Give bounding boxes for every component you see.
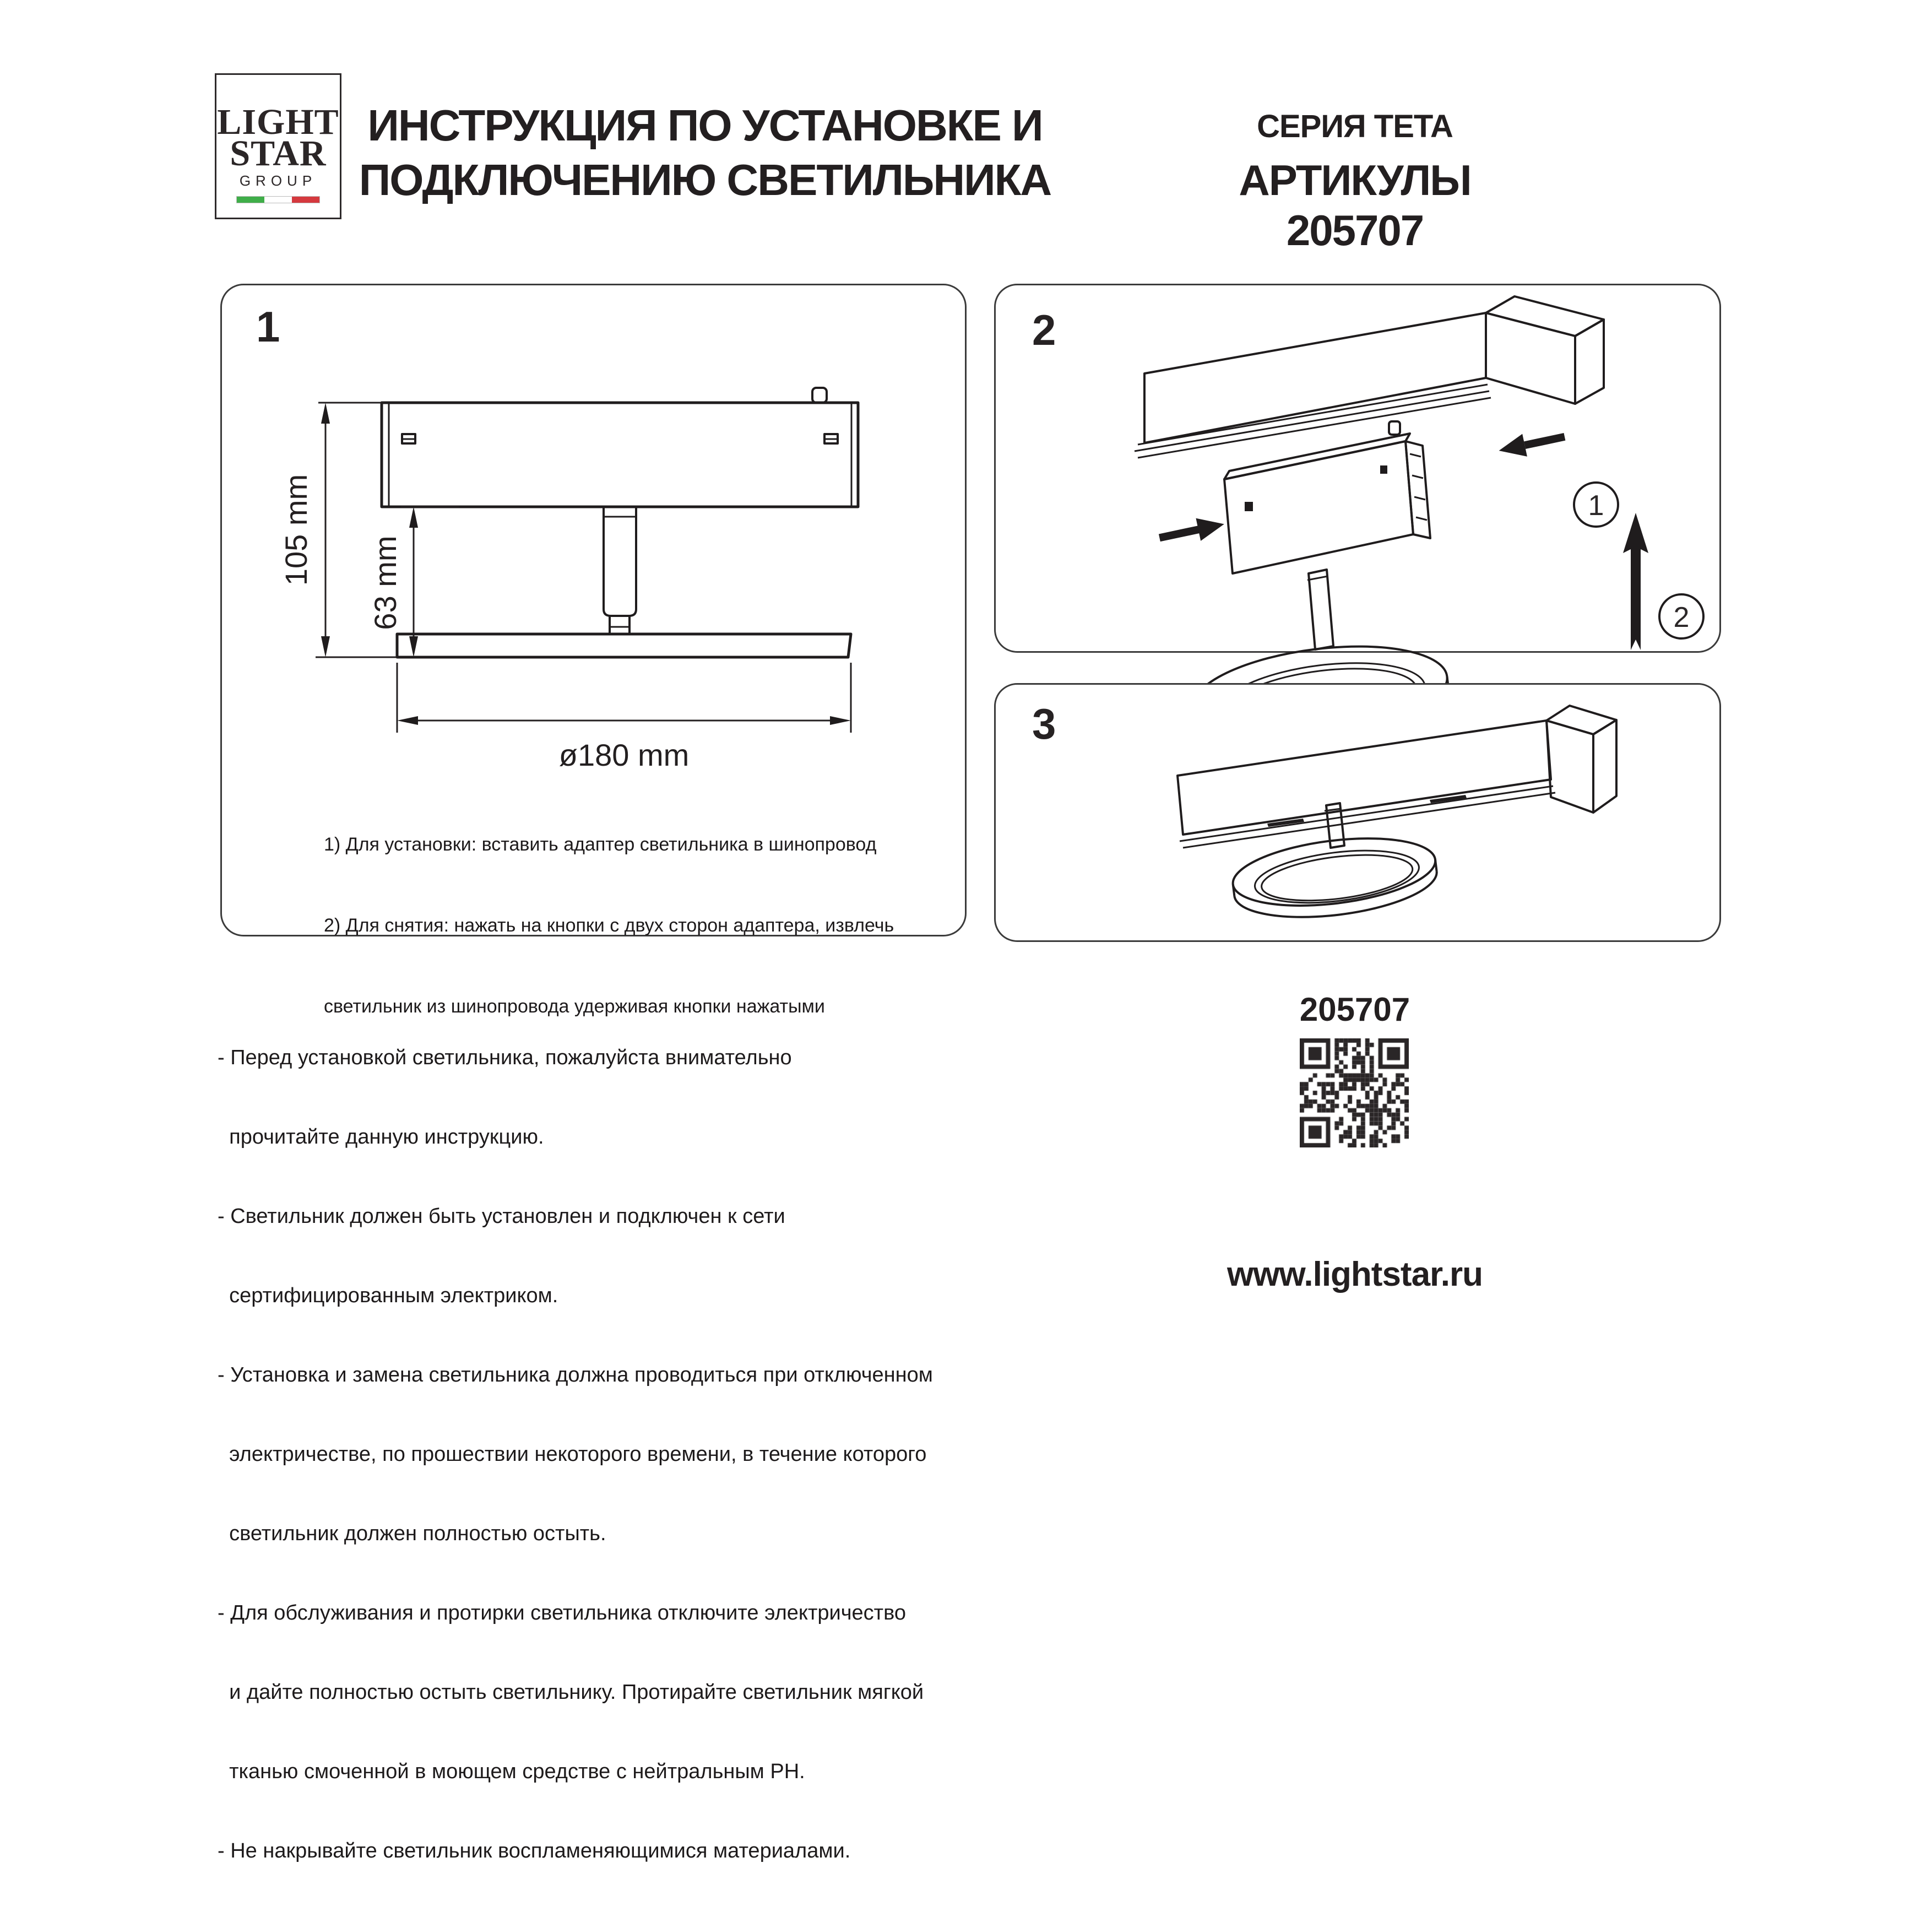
series-label: СЕРИЯ TETA — [1257, 109, 1453, 144]
step-1-badge — [1574, 483, 1618, 527]
installation-drawing — [996, 285, 1719, 651]
assembled-drawing — [996, 685, 1719, 940]
flag-green — [237, 197, 264, 203]
note-line: 2) Для снятия: нажать на кнопки с двух сторон адаптера, извлечь — [324, 915, 894, 936]
title-line-2: ПОДКЛЮЧЕНИЮ СВЕТИЛЬНИКА — [359, 155, 1051, 204]
lift-arrow-up-icon — [1623, 513, 1648, 650]
step-2-number: 2 — [1673, 602, 1690, 633]
right-clip-icon — [824, 434, 838, 443]
warning-line: тканью смоченной в моющем средстве с нейтральным PH. — [218, 1760, 805, 1783]
note-line: светильник из шинопровода удерживая кнопки нажатыми — [324, 996, 825, 1017]
website-url: www.lightstar.ru — [1227, 1255, 1483, 1293]
italian-flag-icon — [236, 196, 320, 203]
warning-line: прочитайте данную инструкцию. — [218, 1125, 544, 1149]
warning-line: электричестве, по прошествии некоторого времени, в течение которого — [218, 1443, 927, 1466]
article-number: 205707 — [1299, 991, 1410, 1028]
lamp-disc-side-view — [397, 634, 851, 657]
panel-3-assembled — [994, 683, 1721, 942]
panel-1-dimensions — [220, 284, 967, 1017]
warning-line: сертифицированным электриком. — [218, 1284, 558, 1307]
panel-3-number: 3 — [1032, 700, 1056, 748]
push-arrow-left-icon — [1157, 513, 1227, 549]
lamp-disc-isometric — [1229, 828, 1441, 927]
track-adapter-side-view — [382, 388, 858, 507]
panel-1-number: 1 — [256, 302, 280, 351]
step-1-number: 1 — [1588, 490, 1604, 522]
dimension-180mm — [397, 663, 851, 772]
flag-red — [292, 197, 319, 203]
note-line: 1) Для установки: вставить адаптер светильника в шинопровод — [324, 834, 877, 855]
dim-stem-label: 63 mm — [368, 535, 403, 630]
left-clip-icon — [402, 434, 415, 443]
side-clip-icon — [1245, 502, 1253, 511]
track-isometric — [1135, 296, 1604, 458]
logo-word-light: LIGHT — [217, 102, 339, 142]
push-arrow-right-icon — [1496, 425, 1567, 462]
dim-height-label: 105 mm — [279, 474, 313, 586]
release-button-icon — [812, 388, 827, 403]
lamp-isometric — [1229, 803, 1441, 927]
safety-warnings — [218, 992, 961, 1917]
side-clip-icon — [1380, 465, 1387, 474]
warning-line: - Не накрывайте светильник воспламеняющимися материалами. — [218, 1839, 851, 1862]
step-2-badge — [1659, 594, 1703, 638]
warning-line: - Светильник должен быть установлен и подключен к сети — [218, 1205, 785, 1228]
warning-line: светильник должен полностью остыть. — [218, 1522, 606, 1545]
qr-code — [1300, 1038, 1409, 1147]
panel-2-number: 2 — [1032, 306, 1056, 354]
warning-line: - Для обслуживания и протирки светильника отключите электричество — [218, 1601, 906, 1624]
logo-word-group: GROUP — [239, 172, 317, 189]
dim-diameter-label: ø180 mm — [558, 738, 690, 772]
warning-line: - Установка и замена светильника должна проводиться при отключенном — [218, 1363, 933, 1387]
articles-label: АРТИКУЛЫ 205707 — [1239, 156, 1471, 254]
title-line-1: ИНСТРУКЦИЯ ПО УСТАНОВКЕ И — [367, 101, 1043, 150]
logo-word-star: STAR — [230, 133, 327, 174]
warning-line: - Перед установкой светильника, пожалуйста внимательно — [218, 1046, 792, 1069]
panel-2-installation — [994, 284, 1721, 653]
flag-white — [264, 197, 292, 203]
warning-line: и дайте полностью остыть светильнику. Протирайте светильник мягкой — [218, 1681, 924, 1704]
lightstar-logo — [215, 73, 341, 219]
page-title — [341, 98, 1068, 207]
release-button-icon — [1389, 421, 1400, 435]
track-isometric — [1177, 706, 1616, 848]
lamp-stem-side-view — [604, 507, 636, 634]
